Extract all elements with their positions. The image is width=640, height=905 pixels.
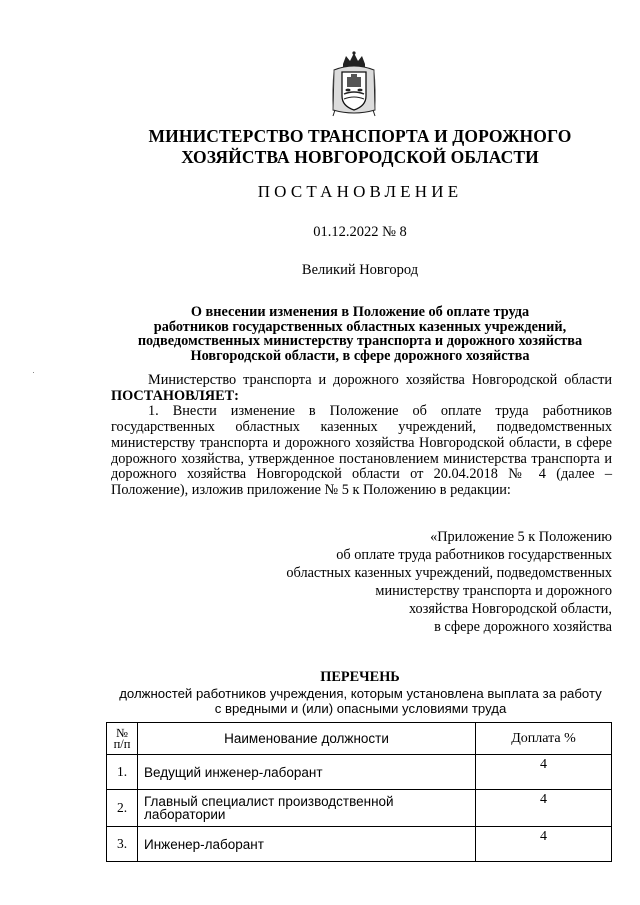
row-bonus-percent: 4: [476, 827, 612, 862]
ministry-name-line1: МИНИСТЕРСТВО ТРАНСПОРТА И ДОРОЖНОГО: [148, 126, 572, 146]
row-position-name: [138, 827, 476, 862]
table-row: [107, 755, 612, 790]
document-date-number: 01.12.2022 № 8: [313, 224, 407, 240]
column-header-number-line1: №: [116, 725, 128, 740]
document-body: [111, 373, 612, 499]
appendix-line: «Приложение 5 к Положению: [430, 529, 612, 545]
body-item-1: 1. Внести изменение в Положение об оплате труда работников государственных областных казенных учреждений, подведомственных министерству транспорта и дорожного хозяйства Новгородской области, в сфере дорожного хозяйства, утвержденное постановлением министерства транспорта и дорожного хозяйства Новгородской области от 20.04.2018 № 4 (далее – Положение), изложив приложение № 5 к Положению в редакции:: [111, 403, 612, 498]
ministry-name-line2: ХОЗЯЙСТВА НОВГОРОДСКОЙ ОБЛАСТИ: [181, 147, 539, 167]
column-header-number: [107, 723, 138, 755]
row-position-name: [138, 755, 476, 790]
column-header-position: Наименование должности: [138, 723, 476, 755]
positions-table: [106, 722, 612, 862]
ministry-name: [90, 126, 630, 168]
body-intro-text: Министерство транспорта и дорожного хозяйства Новгородской области: [148, 372, 612, 388]
row-position-name-line2: лаборатории: [144, 807, 226, 822]
table-header-row: [107, 723, 612, 755]
list-subtitle: [108, 686, 613, 716]
document-type: ПОСТАНОВЛЕНИЕ: [257, 182, 463, 201]
document-city: Великий Новгород: [301, 262, 419, 278]
appendix-line: министерству транспорта и дорожного: [375, 583, 612, 599]
row-number: 2.: [107, 790, 138, 827]
coat-of-arms-icon: [329, 50, 379, 118]
subject-line: Новгородской области, в сфере дорожного хозяйства: [190, 347, 530, 364]
column-header-bonus: Доплата %: [476, 723, 612, 755]
row-number: 3.: [107, 827, 138, 862]
subject-line: работников государственных областных казенных учреждений,: [153, 318, 567, 335]
margin-dot: [33, 372, 34, 373]
appendix-line: областных казенных учреждений, подведомственных: [286, 565, 612, 581]
row-number: 1.: [107, 755, 138, 790]
table-row: [107, 827, 612, 862]
list-subtitle-line1: должностей работников учреждения, которым установлена выплата за работу: [119, 686, 602, 701]
row-bonus-percent: 4: [476, 755, 612, 790]
list-subtitle-line2: с вредными и (или) опасными условиями труда: [214, 701, 507, 716]
row-position-name-line1: Главный специалист производственной: [144, 794, 394, 809]
appendix-reference: [200, 528, 612, 636]
list-title: ПЕРЕЧЕНЬ: [320, 669, 400, 685]
appendix-line: хозяйства Новгородской области,: [408, 601, 612, 617]
subject-line: О внесении изменения в Положение об оплате труда: [190, 304, 530, 320]
subject-line: подведомственных министерству транспорта и дорожного хозяйства: [137, 333, 583, 349]
row-bonus-percent: 4: [476, 790, 612, 827]
appendix-line: об оплате труда работников государственных: [336, 547, 612, 563]
row-position-name-line1: Ведущий инженер-лаборант: [144, 764, 323, 780]
body-intro-paragraph: [111, 373, 612, 404]
body-intro-decree: ПОСТАНОВЛЯЕТ:: [111, 387, 239, 404]
table-row: [107, 790, 612, 827]
document-subject: [110, 305, 610, 363]
column-header-number-line2: п/п: [113, 736, 131, 751]
row-position-name: [138, 790, 476, 827]
row-position-name-line1: Инженер-лаборант: [144, 836, 264, 852]
appendix-line: в сфере дорожного хозяйства: [434, 619, 612, 635]
